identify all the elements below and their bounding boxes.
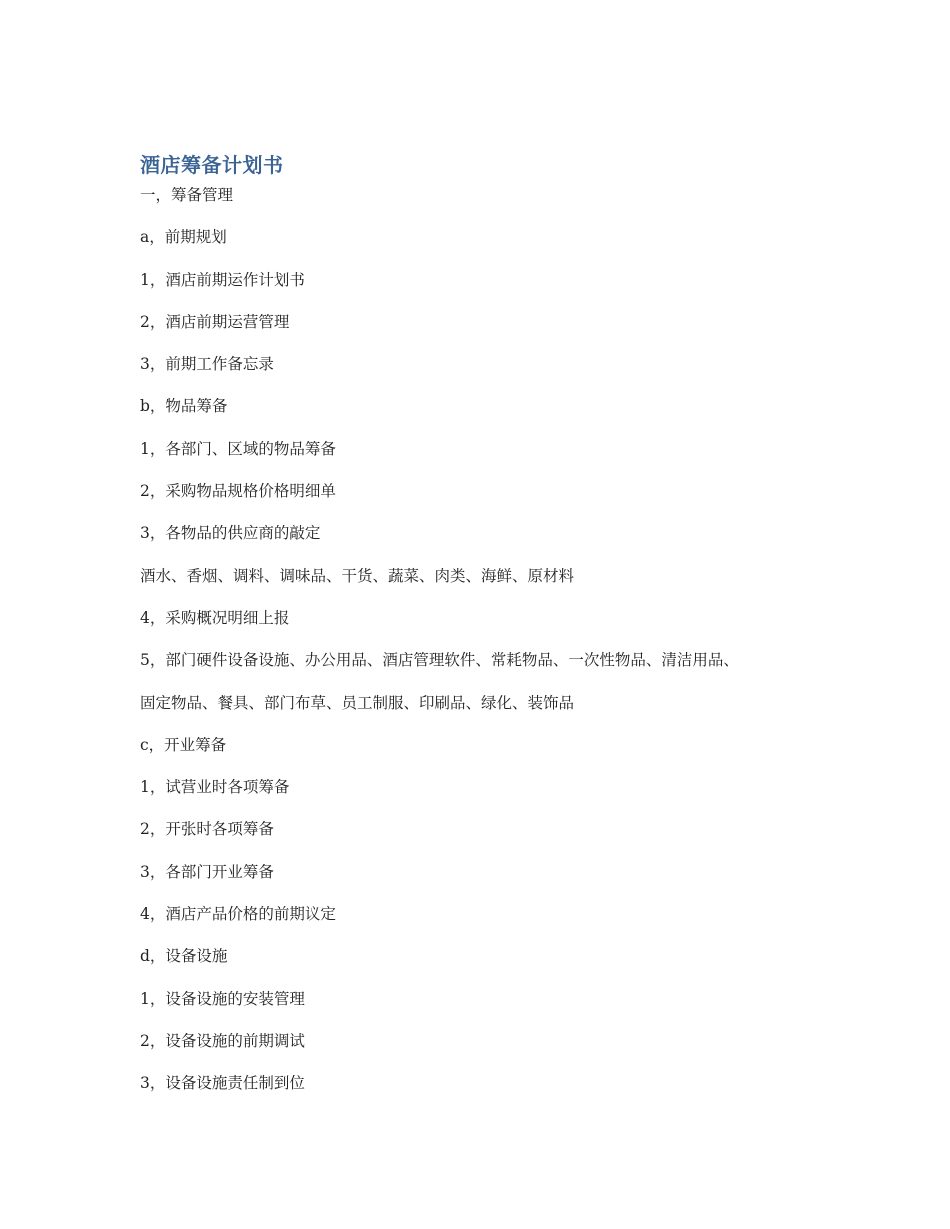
list-item: 4，采购概况明细上报 — [140, 608, 290, 627]
list-item: 3，设备设施责任制到位 — [140, 1074, 305, 1093]
list-item: 5，部门硬件设备设施、办公用品、酒店管理软件、常耗物品、一次性物品、清洁用品、 — [140, 651, 739, 670]
list-item: 1，各部门、区域的物品筹备 — [140, 439, 336, 458]
document-title: 酒店筹备计划书 — [140, 153, 284, 177]
subsection-heading: b，物品筹备 — [140, 397, 228, 416]
list-item: 3，各物品的供应商的敲定 — [140, 524, 321, 543]
list-item: 3，各部门开业筹备 — [140, 862, 274, 881]
subsection-heading: a，前期规划 — [140, 228, 227, 247]
list-item-continuation: 固定物品、餐具、部门布草、员工制服、印刷品、绿化、装饰品 — [140, 693, 575, 712]
list-item: 4，酒店产品价格的前期议定 — [140, 905, 336, 924]
list-item: 3，前期工作备忘录 — [140, 355, 274, 374]
list-item: 1，设备设施的安装管理 — [140, 989, 305, 1008]
list-item: 1，酒店前期运作计划书 — [140, 270, 305, 289]
subsection-heading: c，开业筹备 — [140, 735, 227, 754]
subsection-heading: d，设备设施 — [140, 947, 228, 966]
list-item: 1，试营业时各项筹备 — [140, 778, 290, 797]
list-item: 2，开张时各项筹备 — [140, 820, 274, 839]
list-item: 2，设备设施的前期调试 — [140, 1031, 305, 1050]
list-item: 2，酒店前期运营管理 — [140, 312, 290, 331]
document-body — [140, 150, 820, 1111]
section-heading: 一，筹备管理 — [140, 186, 234, 204]
list-item: 2，采购物品规格价格明细单 — [140, 482, 336, 501]
list-item-detail: 酒水、香烟、调料、调味品、干货、蔬菜、肉类、海鲜、原材料 — [140, 566, 575, 585]
